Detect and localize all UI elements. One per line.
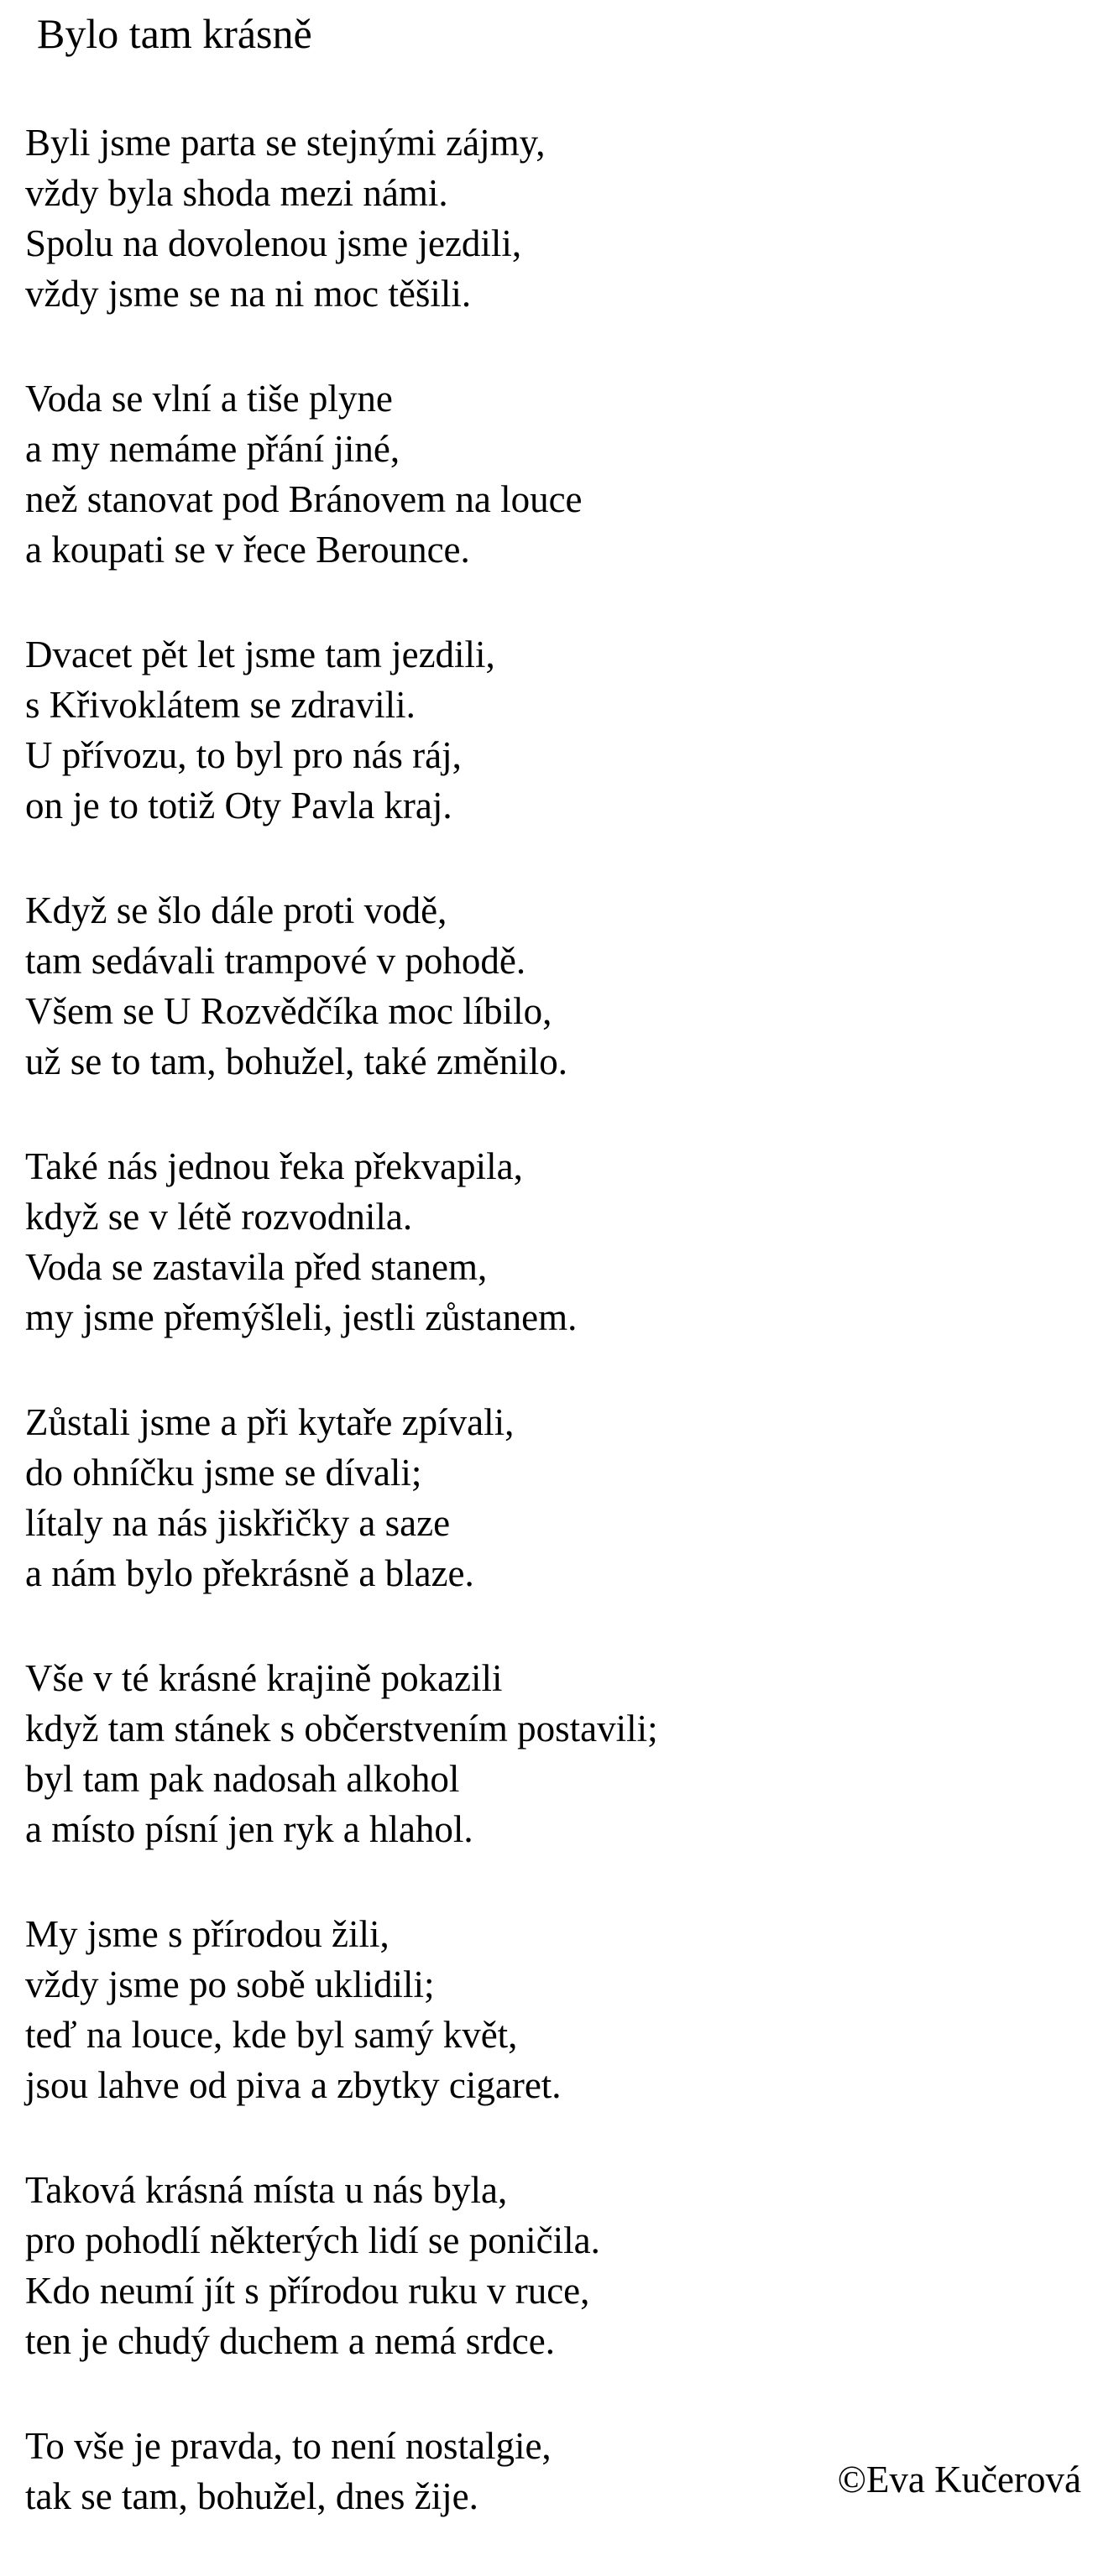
poem-line: když tam stánek s občerstvením postavili; [25,1708,658,1749]
poem-line: My jsme s přírodou žili, [25,1913,390,1955]
poem-line: Vše v té krásné krajině pokazili [25,1657,503,1699]
poem-line: U přívozu, to byl pro nás ráj, [25,734,462,776]
poem-line: pro pohodlí některých lidí se poničila. [25,2219,600,2261]
poem-line: vždy jsme po sobě uklidili; [25,1963,435,2005]
poem-title: Bylo tam krásně [37,10,312,57]
poem-line: To vše je pravda, to není nostalgie, [25,2425,552,2467]
poem-line: on je to totiž Oty Pavla kraj. [25,785,452,827]
poem-line: my jsme přemýšleli, jestli zůstanem. [25,1296,578,1338]
poem-line: vždy byla shoda mezi námi. [25,172,448,214]
stanza [25,1653,1074,1854]
poem-line: jsou lahve od piva a zbytky cigaret. [25,2064,562,2106]
poem-line: Taková krásná místa u nás byla, [25,2169,508,2211]
stanza [25,1909,1074,2110]
poem-line: vždy jsme se na ni moc těšili. [25,273,472,315]
poem-line: Voda se zastavila před stanem, [25,1246,488,1288]
poem-line: než stanovat pod Bránovem na louce [25,478,583,520]
poem-line: a koupati se v řece Berounce. [25,529,470,571]
stanza [25,117,1074,319]
poem-line: a my nemáme přání jiné, [25,428,400,470]
poem-line: Voda se vlní a tiše plyne [25,378,393,420]
stanza [25,629,1074,831]
poem-line: Spolu na dovolenou jsme jezdili, [25,222,522,264]
poem-line: Všem se U Rozvědčíka moc líbilo, [25,990,552,1032]
poem-line: Kdo neumí jít s přírodou ruku v ruce, [25,2270,590,2312]
poem-line: Dvacet pět let jsme tam jezdili, [25,634,495,675]
poem-line: tak se tam, bohužel, dnes žije. [25,2475,478,2517]
poem-line: ten je chudý duchem a nemá srdce. [25,2320,555,2362]
stanza [25,1141,1074,1343]
poem-line: Zůstali jsme a při kytaře zpívali, [25,1401,515,1443]
stanza [25,373,1074,575]
poem-line: teď na louce, kde byl samý květ, [25,2014,518,2056]
poem-line: už se to tam, bohužel, také změnilo. [25,1040,568,1082]
poem-line: Také nás jednou řeka překvapila, [25,1145,523,1187]
author-copyright: ©Eva Kučerová [837,2459,1081,2500]
poem-body [25,117,1074,2576]
stanza [25,2165,1074,2366]
stanza [25,1397,1074,1598]
poem-line: Byli jsme parta se stejnými zájmy, [25,122,546,164]
poem-line: tam sedávali trampové v pohodě. [25,940,526,982]
poem-line: když se v létě rozvodnila. [25,1196,413,1238]
poem-line: a nám bylo překrásně a blaze. [25,1552,474,1594]
poem-line: s Křivoklátem se zdravili. [25,684,416,726]
stanza [25,885,1074,1087]
poem-line: lítaly na nás jiskřičky a saze [25,1502,451,1544]
poem-line: a místo písní jen ryk a hlahol. [25,1808,473,1850]
poem-line: do ohníčku jsme se dívali; [25,1452,422,1494]
poem-line: byl tam pak nadosah alkohol [25,1758,460,1800]
poem-line: Když se šlo dále proti vodě, [25,889,447,931]
